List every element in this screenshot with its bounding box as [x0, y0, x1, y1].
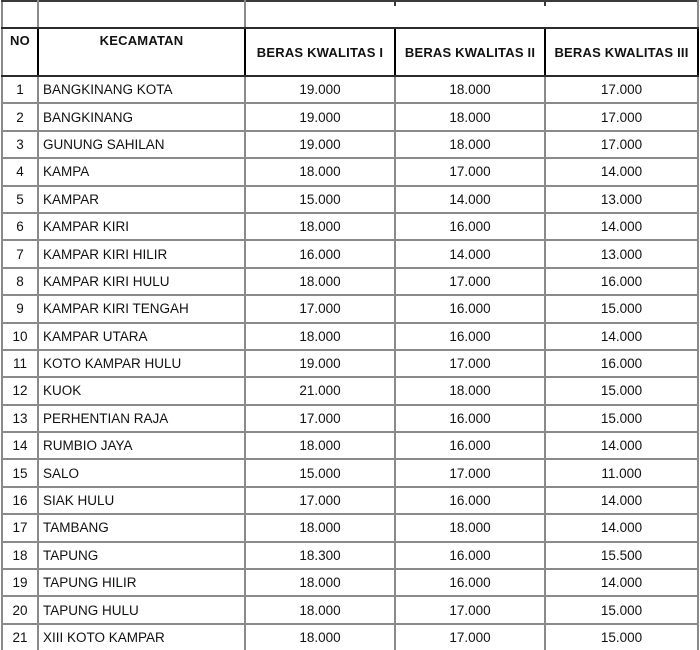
grid-tick — [394, 2, 396, 6]
kwalitas-2-cell: 18.000 — [395, 103, 545, 130]
no-cell: 6 — [2, 213, 38, 240]
grid-tick — [544, 2, 546, 6]
table-row — [2, 103, 698, 130]
no-cell: 4 — [2, 158, 38, 185]
no-cell: 9 — [2, 295, 38, 322]
kwalitas-2-cell: 16.000 — [395, 487, 545, 514]
kwalitas-2-cell: 16.000 — [395, 542, 545, 569]
kwalitas-1-cell: 18.000 — [245, 323, 395, 350]
kwalitas-2-cell: 18.000 — [395, 76, 545, 103]
table-row — [2, 514, 698, 541]
kwalitas-3-cell: 15.000 — [545, 405, 698, 432]
kwalitas-3-cell: 14.000 — [545, 158, 698, 185]
no-cell: 7 — [2, 240, 38, 267]
kecamatan-cell: KAMPAR — [38, 186, 245, 213]
kecamatan-cell: SALO — [38, 459, 245, 486]
kwalitas-2-cell: 18.000 — [395, 131, 545, 158]
kwalitas-3-cell: 16.000 — [545, 268, 698, 295]
kwalitas-1-cell: 18.300 — [245, 542, 395, 569]
kwalitas-1-cell: 17.000 — [245, 295, 395, 322]
no-cell: 3 — [2, 131, 38, 158]
kwalitas-3-cell: 15.000 — [545, 596, 698, 623]
top-strip-no-cell — [2, 1, 38, 28]
kecamatan-cell: KAMPAR KIRI HILIR — [38, 240, 245, 267]
kecamatan-cell: SIAK HULU — [38, 487, 245, 514]
no-cell: 19 — [2, 569, 38, 596]
kecamatan-cell: TAPUNG — [38, 542, 245, 569]
kwalitas-2-cell: 16.000 — [395, 432, 545, 459]
kwalitas-1-cell: 19.000 — [245, 350, 395, 377]
no-cell: 16 — [2, 487, 38, 514]
kwalitas-2-cell: 18.000 — [395, 514, 545, 541]
kwalitas-1-cell: 19.000 — [245, 131, 395, 158]
no-cell: 11 — [2, 350, 38, 377]
no-cell: 10 — [2, 323, 38, 350]
kwalitas-1-cell: 18.000 — [245, 624, 395, 650]
kwalitas-1-cell: 18.000 — [245, 213, 395, 240]
kwalitas-2-cell: 17.000 — [395, 624, 545, 650]
kecamatan-cell: KAMPAR KIRI TENGAH — [38, 295, 245, 322]
table-row — [2, 377, 698, 404]
no-cell: 21 — [2, 624, 38, 650]
kwalitas-1-cell: 18.000 — [245, 268, 395, 295]
kwalitas-3-cell: 15.000 — [545, 624, 698, 650]
kwalitas-1-cell: 18.000 — [245, 569, 395, 596]
kwalitas-2-cell: 14.000 — [395, 240, 545, 267]
no-cell: 5 — [2, 186, 38, 213]
kwalitas-2-cell: 16.000 — [395, 295, 545, 322]
table-row — [2, 131, 698, 158]
kwalitas-3-cell: 14.000 — [545, 487, 698, 514]
no-cell: 12 — [2, 377, 38, 404]
kecamatan-cell: PERHENTIAN RAJA — [38, 405, 245, 432]
table-row — [2, 432, 698, 459]
kecamatan-cell: TAPUNG HULU — [38, 596, 245, 623]
kwalitas-1-cell: 17.000 — [245, 487, 395, 514]
no-cell: 15 — [2, 459, 38, 486]
kecamatan-cell: XIII KOTO KAMPAR — [38, 624, 245, 650]
table-row — [2, 542, 698, 569]
kwalitas-3-cell: 17.000 — [545, 131, 698, 158]
kwalitas-1-cell: 18.000 — [245, 596, 395, 623]
kwalitas-2-cell: 16.000 — [395, 323, 545, 350]
kecamatan-cell: KUOK — [38, 377, 245, 404]
kecamatan-cell: KOTO KAMPAR HULU — [38, 350, 245, 377]
kwalitas-2-cell: 16.000 — [395, 405, 545, 432]
kwalitas-2-cell: 14.000 — [395, 186, 545, 213]
no-cell: 2 — [2, 103, 38, 130]
kwalitas-3-cell: 15.000 — [545, 295, 698, 322]
top-strip-kecamatan-cell — [38, 1, 245, 28]
table-row — [2, 624, 698, 650]
kwalitas-3-cell: 14.000 — [545, 432, 698, 459]
no-cell: 17 — [2, 514, 38, 541]
table-row — [2, 596, 698, 623]
col-header-beras-kwalitas-1: BERAS KWALITAS I — [245, 28, 395, 76]
col-header-kecamatan: KECAMATAN — [38, 28, 245, 76]
kwalitas-1-cell: 15.000 — [245, 459, 395, 486]
table-row — [2, 76, 698, 103]
kwalitas-3-cell: 14.000 — [545, 213, 698, 240]
kwalitas-3-cell: 13.000 — [545, 240, 698, 267]
kwalitas-1-cell: 16.000 — [245, 240, 395, 267]
table-row — [2, 323, 698, 350]
kwalitas-2-cell: 18.000 — [395, 377, 545, 404]
table-row — [2, 186, 698, 213]
table-body — [2, 76, 698, 650]
kwalitas-1-cell: 19.000 — [245, 103, 395, 130]
kwalitas-3-cell: 15.000 — [545, 377, 698, 404]
kecamatan-cell: BANGKINANG — [38, 103, 245, 130]
kecamatan-cell: BANGKINANG KOTA — [38, 76, 245, 103]
kecamatan-cell: KAMPAR KIRI — [38, 213, 245, 240]
table-top-strip-row — [2, 1, 698, 28]
kwalitas-3-cell: 15.500 — [545, 542, 698, 569]
kwalitas-1-cell: 15.000 — [245, 186, 395, 213]
kwalitas-3-cell: 11.000 — [545, 459, 698, 486]
col-header-beras-kwalitas-3: BERAS KWALITAS III — [545, 28, 698, 76]
no-cell: 8 — [2, 268, 38, 295]
col-header-beras-kwalitas-2: BERAS KWALITAS II — [395, 28, 545, 76]
kwalitas-2-cell: 17.000 — [395, 459, 545, 486]
kwalitas-2-cell: 16.000 — [395, 213, 545, 240]
kwalitas-1-cell: 19.000 — [245, 76, 395, 103]
kwalitas-1-cell: 18.000 — [245, 514, 395, 541]
table-header — [2, 1, 698, 76]
kwalitas-2-cell: 17.000 — [395, 268, 545, 295]
no-cell: 1 — [2, 76, 38, 103]
kwalitas-3-cell: 16.000 — [545, 350, 698, 377]
kecamatan-cell: RUMBIO JAYA — [38, 432, 245, 459]
table-row — [2, 459, 698, 486]
table-row — [2, 405, 698, 432]
column-header-row — [2, 28, 698, 76]
kwalitas-1-cell: 18.000 — [245, 158, 395, 185]
col-header-no: NO — [2, 28, 38, 76]
kecamatan-cell: TAPUNG HILIR — [38, 569, 245, 596]
table-row — [2, 569, 698, 596]
kecamatan-cell: KAMPAR KIRI HULU — [38, 268, 245, 295]
kwalitas-2-cell: 17.000 — [395, 596, 545, 623]
kwalitas-3-cell: 14.000 — [545, 514, 698, 541]
rice-price-table — [1, 0, 699, 650]
kwalitas-3-cell: 17.000 — [545, 76, 698, 103]
kwalitas-3-cell: 17.000 — [545, 103, 698, 130]
no-cell: 13 — [2, 405, 38, 432]
kwalitas-3-cell: 14.000 — [545, 569, 698, 596]
table-row — [2, 240, 698, 267]
kecamatan-cell: KAMPAR UTARA — [38, 323, 245, 350]
table-row — [2, 213, 698, 240]
kecamatan-cell: TAMBANG — [38, 514, 245, 541]
kwalitas-2-cell: 17.000 — [395, 158, 545, 185]
kwalitas-2-cell: 16.000 — [395, 569, 545, 596]
top-strip-merged-cell — [245, 1, 698, 28]
table-row — [2, 487, 698, 514]
table-row — [2, 295, 698, 322]
table-row — [2, 268, 698, 295]
no-cell: 14 — [2, 432, 38, 459]
kwalitas-1-cell: 17.000 — [245, 405, 395, 432]
no-cell: 18 — [2, 542, 38, 569]
kwalitas-1-cell: 21.000 — [245, 377, 395, 404]
kecamatan-cell: KAMPA — [38, 158, 245, 185]
table-row — [2, 350, 698, 377]
kwalitas-2-cell: 17.000 — [395, 350, 545, 377]
table-row — [2, 158, 698, 185]
kecamatan-cell: GUNUNG SAHILAN — [38, 131, 245, 158]
kwalitas-1-cell: 18.000 — [245, 432, 395, 459]
kwalitas-3-cell: 14.000 — [545, 323, 698, 350]
kwalitas-3-cell: 13.000 — [545, 186, 698, 213]
no-cell: 20 — [2, 596, 38, 623]
